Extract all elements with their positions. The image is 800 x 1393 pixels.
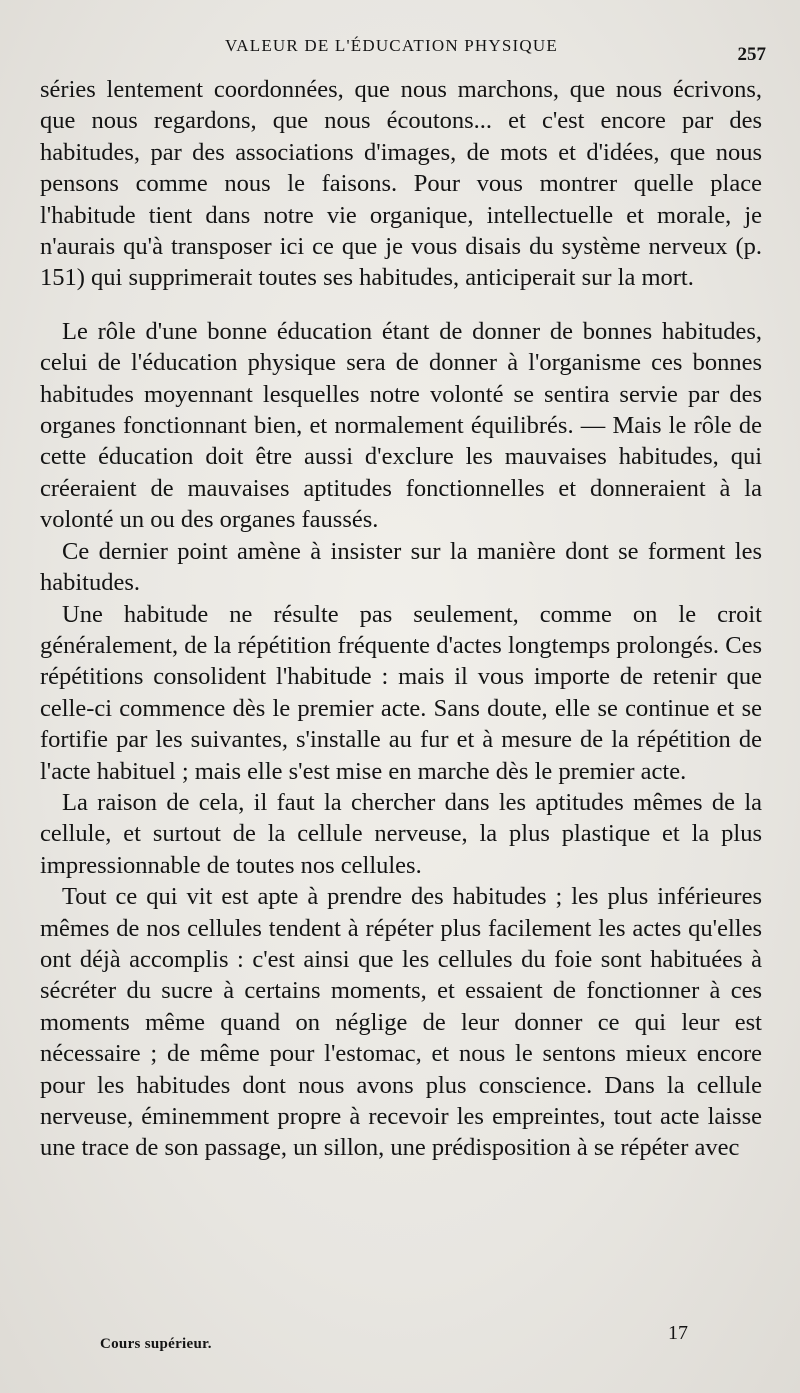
running-head [40,36,766,66]
collection-footer: Cours supérieur. [100,1336,212,1352]
body-text [40,74,762,1164]
paragraph: Le rôle d'une bonne éducation étant de donner de bonnes habitudes, celui de l'éducation physique sera de donner à l'organisme ces bonnes habitudes moyennant lesquelles notre volonté se sentira servie par des organes fonctionnant bien, et normalement équilibrés. — Mais le rôle de cette éducation doit être aussi d'exclure les mauvaises habitudes, qui créeraient de mauvaises aptitudes fonctionnelles et donneraient à la volonté un ou des organes faussés. [40,317,762,534]
paragraph: Ce dernier point amène à insister sur la manière dont se forment les habitudes. [40,537,762,597]
paragraph: séries lentement coordonnées, que nous marchons, que nous écrivons, que nous regardons, que nous écoutons... et c'est encore par des habitudes, par des associations d'images, de mots et d'idées, que nous pensons comme nous le faisons. Pour vous montrer quelle place l'habitude tient dans notre vie organique, intellectuelle et morale, je n'aurais qu'à transposer ici ce que je vous disais du système nerveux (p. 151) qui supprimerait toutes ses habitudes, anticiperait sur la mort. [40,76,762,292]
paragraph: Une habitude ne résulte pas seulement, comme on le croit généralement, de la répétition fréquente d'actes longtemps prolongés. Ces répétitions consolident l'habitude : mais il vous importe de retenir que celle-ci commence dès le premier acte. Sans doute, elle se continue et se fortifie par les suivantes, s'installe au fur et à mesure de la répétition de l'acte habituel ; mais elle s'est mise en marche dès le premier acte. [40,600,762,785]
running-title: VALEUR DE L'ÉDUCATION PHYSIQUE [225,36,558,55]
signature-mark: 17 [668,1322,688,1344]
paragraph: Tout ce qui vit est apte à prendre des habitudes ; les plus inférieures mêmes de nos cellules tendent à répéter plus facilement les actes qu'elles ont déjà accomplis : c'est ainsi que les cellules du foie sont habituées à sécréter du sucre à certains moments, et essaient de fonctionner à ces moments même quand on néglige de leur donner ce qui leur est nécessaire ; de même pour l'estomac, et nous le sentons mieux encore pour les habitudes dont nous avons plus conscience. Dans la cellule nerveuse, éminemment propre à recevoir les empreintes, tout acte laisse une trace de son passage, un sillon, une prédisposition à se répéter avec [40,883,762,1162]
page-number: 257 [737,44,766,65]
paragraph: La raison de cela, il faut la chercher dans les aptitudes mêmes de la cellule, et surtout de la cellule nerveuse, la plus plastique et la plus impressionnable de toutes nos cellules. [40,788,762,879]
